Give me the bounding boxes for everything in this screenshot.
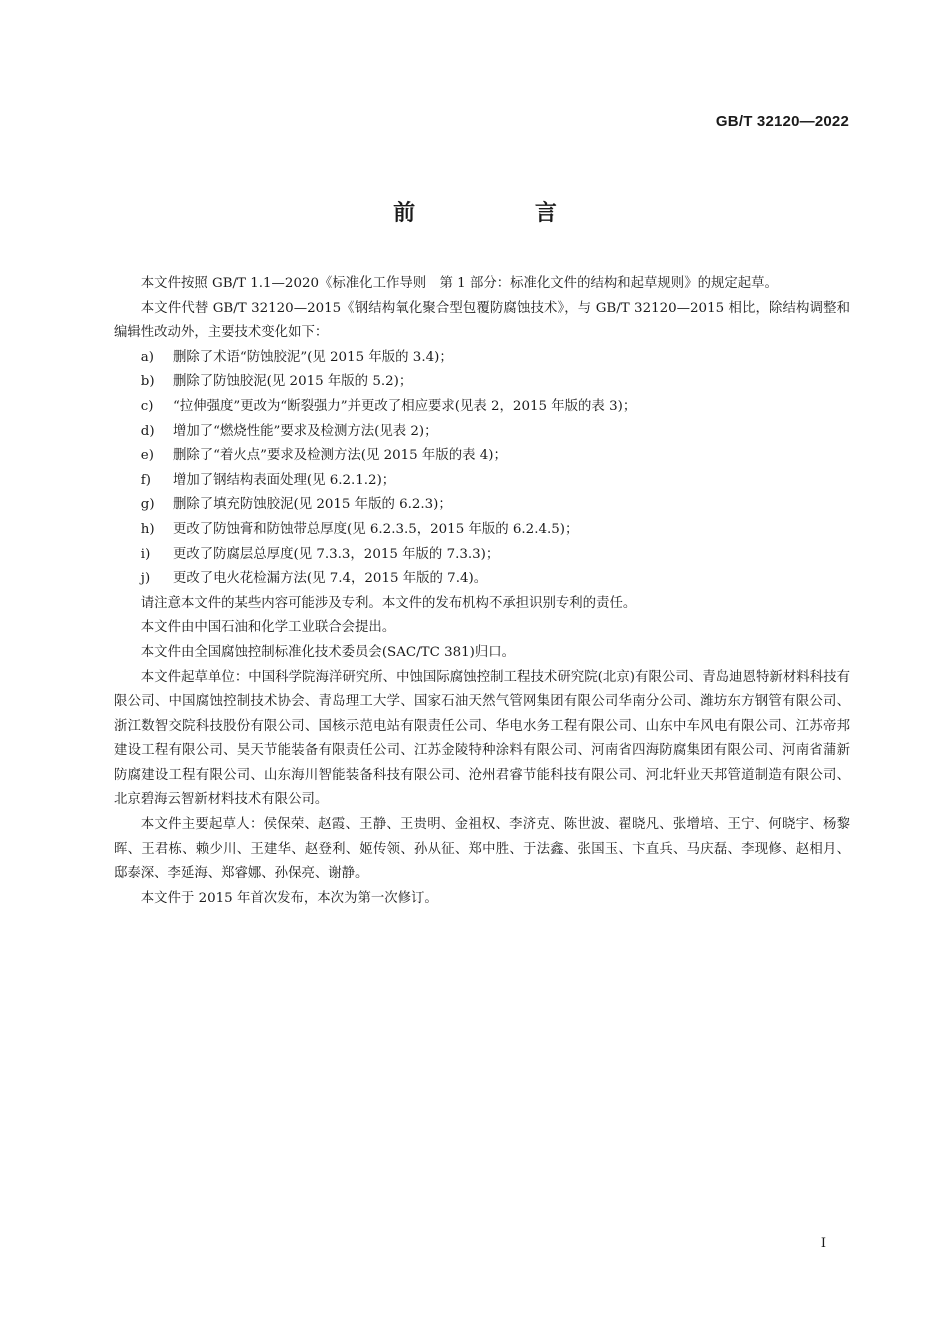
list-item-label: e) [140,448,154,464]
paragraph-patent-notice: 请注意本文件的某些内容可能涉及专利。本文件的发布机构不承担识别专利的责任。 [140,595,637,611]
paragraph-drafting-units: 本文件起草单位：中国科学院海洋研究所、中蚀国际腐蚀控制工程技术研究院(北京)有限公司、青岛迪恩特新材料科技有限公司、中国腐蚀控制技术协会、青岛理工大学、国家石油天然气管网集团有限公司华南分公司、潍坊东方钢管有限公司、浙江数智交院科技股份有限公司、国核示范电站有限责任公司、华电水务工程有限公司、山东中车风电有限公司、江苏帝邦建设工程有限公司、昊天节能装备有限责任公司、江苏金陵特种涂料有限公司、河南省四海防腐集团有限公司、河南省蒲新防腐建设工程有限公司、山东海川智能装备科技有限公司、沧州君睿节能科技有限公司、河北轩业天邦管道制造有限公司、北京碧海云智新材料技术有限公司。 [114,669,850,808]
paragraph-history: 本文件于 2015 年首次发布，本次为第一次修订。 [140,890,438,906]
list-item-text: 删除了术语“防蚀胶泥”(见 2015 年版的 3.4)； [172,349,453,365]
list-item-label: b) [140,374,155,390]
list-item [114,493,850,518]
list-item-label: i) [140,546,151,562]
list-item-text: 增加了“燃烧性能”要求及检测方法(见表 2)； [172,423,438,439]
list-item-label: f) [140,472,151,488]
paragraph-replacement: 本文件代替 GB/T 32120—2015《钢结构氧化聚合型包覆防腐蚀技术》，与 GB/T 32120—2015 相比，除结构调整和编辑性改动外，主要技术变化如下： [114,300,850,341]
list-item [114,469,850,494]
changes-list [114,346,850,592]
page-number: I [820,1236,826,1251]
list-item-text: 更改了电火花检漏方法(见 7.4，2015 年版的 7.4)。 [172,571,488,587]
list-item-text: 删除了“着火点”要求及检测方法(见 2015 年版的表 4)； [172,448,507,464]
list-item [114,567,850,592]
paragraph-drafters: 本文件主要起草人：侯保荣、赵霞、王静、王贵明、金祖权、李济克、陈世波、翟晓凡、张增培、王宁、何晓宇、杨黎晖、王君栋、赖少川、王建华、赵登利、姬传领、孙从征、郑中胜、于法鑫、张国玉、卞直兵、马庆磊、李现修、赵相月、邸泰深、李延海、郑睿娜、孙保亮、谢静。 [114,817,850,882]
list-item [114,420,850,445]
list-item [114,444,850,469]
paragraph-proposer: 本文件由中国石油和化学工业联合会提出。 [140,620,396,636]
list-item-label: g) [140,497,155,513]
list-item-text: 更改了防腐层总厚度(见 7.3.3，2015 年版的 7.3.3)； [172,546,500,562]
page-title: 前 言 [393,201,613,226]
list-item-text: 增加了钢结构表面处理(见 6.2.1.2)； [172,472,396,488]
document-code: GB/T 32120—2022 [715,113,849,130]
list-item [114,518,850,543]
list-item-label: h) [140,521,155,537]
list-item [114,395,850,420]
paragraph-drafting-rules: 本文件按照 GB/T 1.1—2020《标准化工作导则 第 1 部分：标准化文件的结构和起草规则》的规定起草。 [140,276,778,291]
list-item-label: j) [140,571,151,587]
list-item [114,346,850,371]
document-body [114,272,850,911]
list-item [114,543,850,568]
list-item [114,370,850,395]
list-item-text: 更改了防蚀膏和防蚀带总厚度(见 6.2.3.5，2015 年版的 6.2.4.5)； [172,521,579,537]
list-item-label: c) [140,398,154,414]
list-item-text: 删除了填充防蚀胶泥(见 2015 年版的 6.2.3)； [172,497,452,513]
paragraph-committee: 本文件由全国腐蚀控制标准化技术委员会(SAC/TC 381)归口。 [140,644,516,660]
list-item-text: 删除了防蚀胶泥(见 2015 年版的 5.2)； [172,374,413,390]
list-item-label: a) [140,349,155,365]
list-item-label: d) [140,423,155,439]
list-item-text: “拉伸强度”更改为“断裂强力”并更改了相应要求(见表 2，2015 年版的表 3)； [172,398,637,414]
